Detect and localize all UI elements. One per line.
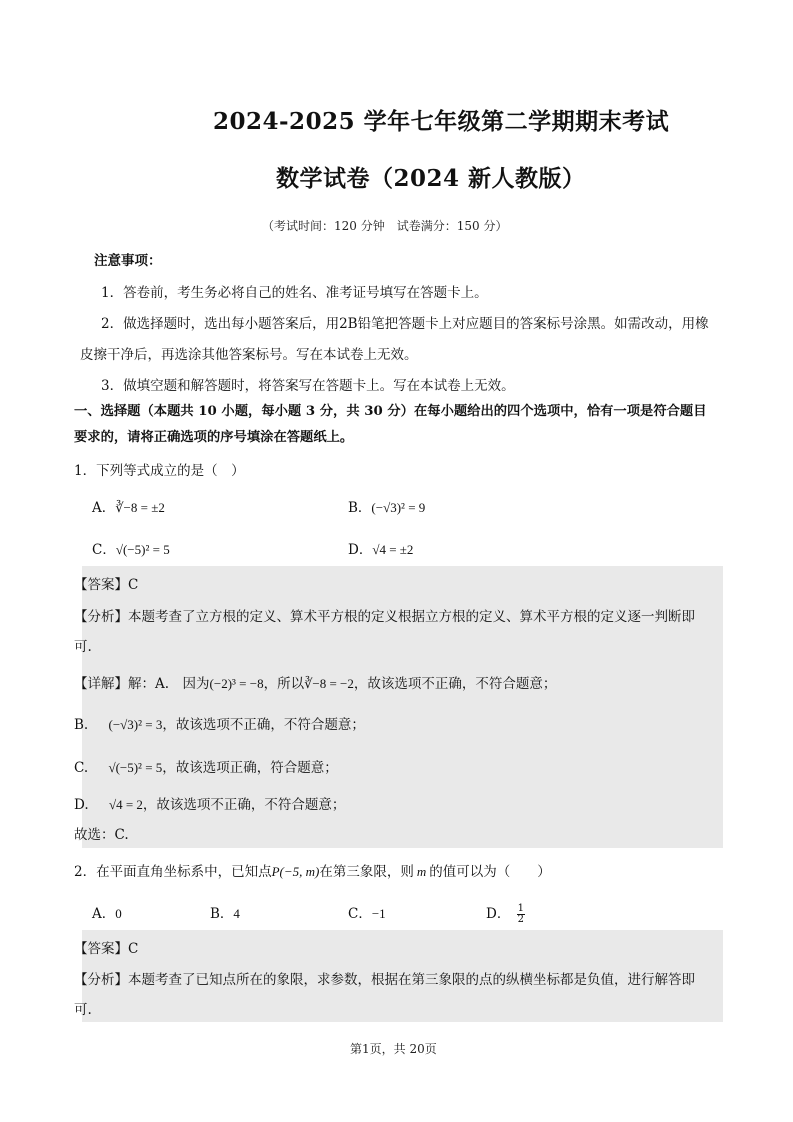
q2-option-a-label: A．	[92, 906, 116, 922]
q2-stem	[74, 860, 551, 880]
q1-option-a-math: ∛−8 = ±2	[115, 500, 165, 515]
q2-answer: 【答案】C	[74, 941, 139, 957]
q1-detail-c-label: C.	[74, 760, 89, 776]
q2-option-d-label: D．	[486, 906, 511, 922]
q2-analysis-line2: 可.	[74, 1002, 92, 1018]
note-item-2-line2: 皮擦干净后，再选涂其他答案标号。写在本试卷上无效。	[80, 347, 418, 363]
q2-option-d-numerator: 1	[517, 903, 524, 914]
q1-option-b-math: (−√3)² = 9	[371, 500, 426, 515]
note-item-2-line1: 2．做选择题时，选出每小题答案后，用2B铅笔把答题卡上对应题目的答案标号涂黑。如需改动，用橡	[101, 316, 709, 332]
q1-option-d-math: √4 = ±2	[372, 542, 414, 557]
exam-info: （考试时间：120 分钟 试卷满分：150 分）	[262, 219, 508, 233]
q2-option-c-label: C．	[348, 906, 372, 922]
q2-option-b	[210, 902, 240, 922]
q1-detail-b-text: ，故该选项不正确，不符合题意；	[162, 717, 365, 733]
q2-option-a	[92, 902, 122, 922]
page-footer: 第1页，共 20页	[350, 1042, 437, 1056]
q2-stem-suffix: 的值可以为（ ）	[429, 864, 551, 880]
q2-stem-mid: 在第三象限，则	[319, 864, 414, 880]
q1-detail-c-math: √(−5)² = 5	[108, 760, 163, 775]
q1-detail-math2: ∛−8 = −2	[304, 676, 354, 691]
q1-detail-c	[74, 756, 338, 776]
exam-title-line2: 数学试卷（2024 新人教版）	[276, 165, 586, 192]
notes-heading: 注意事项：	[94, 253, 162, 269]
q1-detail-b	[74, 713, 365, 733]
q1-detail-suffix: ，故该选项不正确，不符合题意；	[353, 676, 557, 692]
q1-detail-d-text: ，故该选项不正确，不符合题意；	[142, 797, 346, 813]
q1-option-c-math: √(−5)² = 5	[115, 542, 170, 557]
q2-option-d	[486, 902, 525, 925]
q1-option-a-label: A．	[92, 500, 116, 516]
q1-stem: 1．下列等式成立的是（ ）	[74, 463, 245, 479]
note-item-3: 3．做填空题和解答题时，将答案写在答题卡上。写在本试卷上无效。	[101, 378, 515, 394]
q1-detail-d	[74, 793, 345, 813]
q1-answer: 【答案】C	[74, 577, 139, 593]
section1-heading-line1: 一、选择题（本题共 10 小题，每小题 3 分，共 30 分）在每小题给出的四个选项中，恰有一项是符合题目	[74, 404, 707, 419]
q1-detail-b-math: (−√3)² = 3	[108, 717, 163, 732]
q2-option-d-denominator: 2	[517, 914, 524, 925]
q1-analysis-line1: 【分析】本题考查了立方根的定义、算术平方根的定义根据立方根的定义、算术平方根的定义逐一判断即	[74, 609, 695, 625]
q1-option-d-label: D．	[348, 542, 373, 558]
q1-detail	[74, 672, 556, 692]
q1-conclusion: 故选：C.	[74, 827, 129, 843]
note-item-1: 1．答卷前，考生务必将自己的姓名、准考证号填写在答题卡上。	[101, 285, 488, 301]
q2-analysis-line1: 【分析】本题考查了已知点所在的象限，求参数，根据在第三象限的点的纵横坐标都是负值，进行解答即	[74, 972, 695, 988]
q2-stem-var: m	[416, 864, 427, 879]
section1-heading-line2: 要求的，请将正确选项的序号填涂在答题纸上。	[74, 430, 354, 445]
q1-detail-mid: ，所以	[263, 676, 305, 692]
q1-analysis-line2: 可.	[74, 639, 92, 655]
q2-stem-math: P(−5, m)	[271, 864, 320, 879]
q1-option-d	[348, 538, 413, 558]
q1-detail-d-label: D.	[74, 797, 89, 813]
q1-detail-math1: (−2)³ = −8	[209, 676, 264, 691]
q2-option-b-label: B．	[210, 906, 234, 922]
q2-stem-prefix: 2．在平面直角坐标系中，已知点	[74, 864, 272, 880]
q1-detail-b-label: B.	[74, 717, 89, 733]
q1-option-b-label: B．	[348, 500, 372, 516]
q2-option-c-value: −1	[371, 906, 386, 921]
q1-option-c-label: C．	[92, 542, 116, 558]
q1-option-b	[348, 496, 425, 516]
q2-option-d-fraction	[517, 904, 525, 925]
q1-detail-prefix: 【详解】解：A. 因为	[74, 676, 210, 692]
q2-option-b-value: 4	[233, 906, 240, 921]
q1-detail-d-math: √4 = 2	[108, 797, 143, 812]
exam-title-line1: 2024-2025 学年七年级第二学期期末考试	[213, 108, 670, 135]
q2-option-a-value: 0	[115, 906, 122, 921]
q1-detail-c-text: ，故该选项正确，符合题意；	[162, 760, 338, 776]
q2-option-c	[348, 902, 386, 922]
q1-option-c	[92, 538, 170, 558]
q1-option-a	[92, 496, 165, 516]
